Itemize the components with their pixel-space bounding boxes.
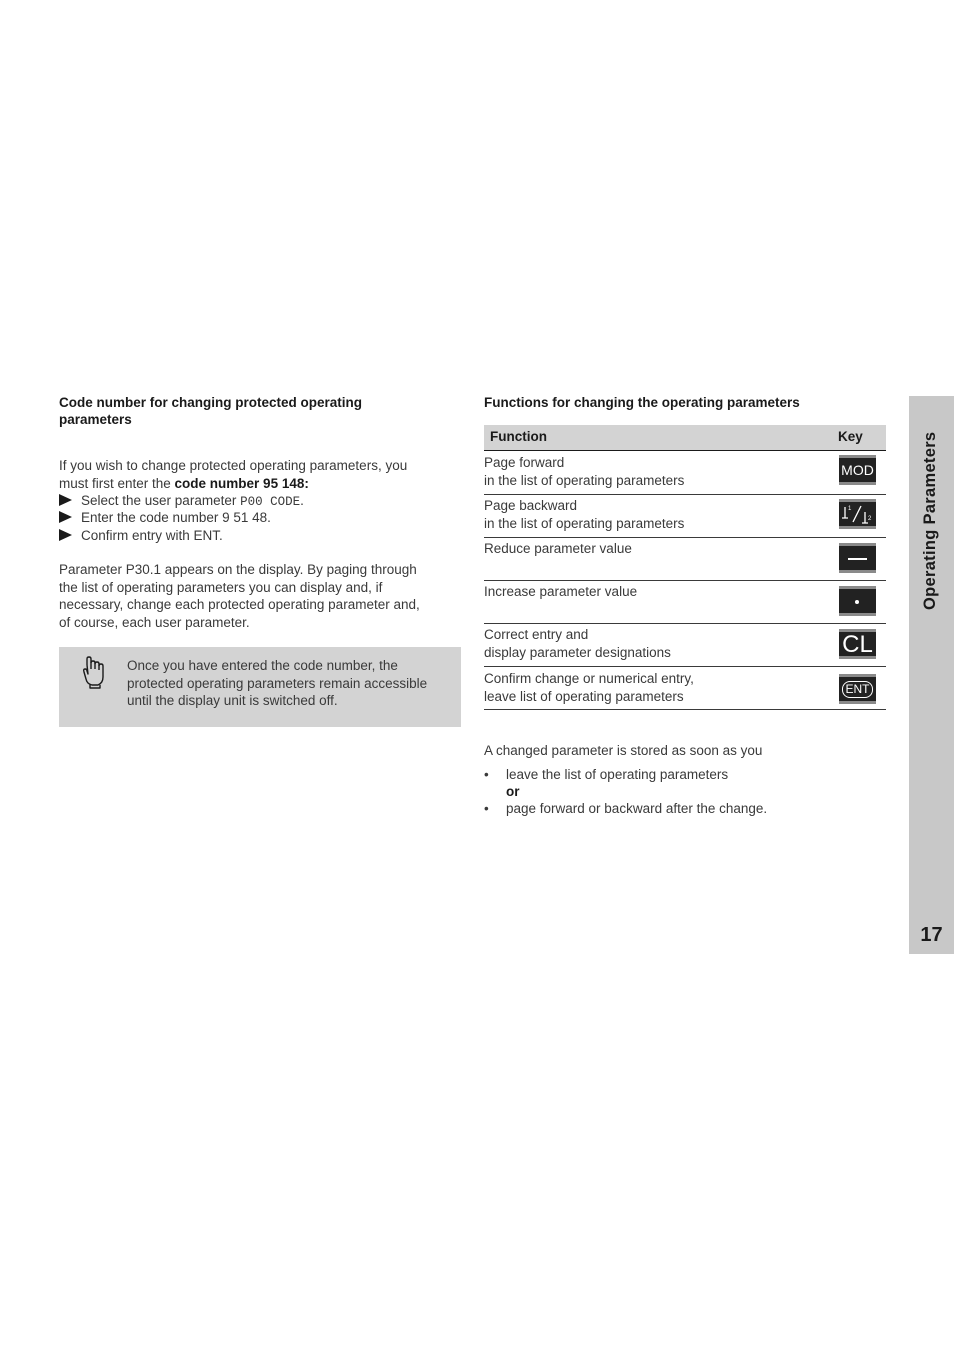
table-row xyxy=(484,451,886,495)
function-description: Correct entry and display parameter designations xyxy=(484,627,671,660)
step-item: Confirm entry with ENT. xyxy=(59,527,223,544)
svg-text:1: 1 xyxy=(848,506,852,512)
minus-icon xyxy=(848,558,867,560)
minus-key xyxy=(839,543,876,573)
table-row xyxy=(484,494,886,538)
dot-icon xyxy=(855,600,859,604)
bullet-icon: • xyxy=(484,801,489,816)
table-row xyxy=(484,666,886,710)
column-header-function: Function xyxy=(490,429,547,444)
list-item: • leave the list of operating parameters xyxy=(484,767,729,782)
table-header xyxy=(484,425,886,451)
arrow-right-icon xyxy=(59,494,72,506)
table-row xyxy=(484,537,886,581)
chapter-tab: Operating Parameters 17 xyxy=(909,396,954,954)
function-description: Page backward in the list of operating parameters xyxy=(484,498,685,531)
arrow-right-icon xyxy=(59,529,72,541)
function-description: Reduce parameter value xyxy=(484,541,632,556)
mod-key: MOD xyxy=(839,455,876,485)
or-label: or xyxy=(506,784,520,799)
page-number: 17 xyxy=(920,924,943,946)
ent-key-label: ENT xyxy=(842,681,873,698)
function-description: Increase parameter value xyxy=(484,584,638,599)
cl-key: CL xyxy=(839,629,876,659)
step-item: Select the user parameter P00 CODE. xyxy=(59,492,304,511)
half-key xyxy=(839,499,876,529)
decimal-point-key xyxy=(839,586,876,616)
table-row xyxy=(484,623,886,667)
table-row xyxy=(484,580,886,624)
step-item: Enter the code number 9 51 48. xyxy=(59,509,271,526)
half-icon xyxy=(839,502,876,526)
paging-paragraph: Parameter P30.1 appears on the display. By paging through the list of operating parameters you can display and, if necessary, change each protected operating parameter and, of course, each user parameter. xyxy=(59,562,420,630)
note-text: Once you have entered the code number, the protected operating parameters remain accessible until the display unit is switched off. xyxy=(127,658,428,708)
function-description: Confirm change or numerical entry, leave list of operating parameters xyxy=(484,671,694,704)
section-heading-functions: Functions for changing the operating parameters xyxy=(484,395,800,410)
code-number-emphasis: code number 95 148: xyxy=(174,475,309,491)
column-header-key: Key xyxy=(838,429,863,444)
ent-key xyxy=(839,674,876,704)
section-heading-code-number: Code number for changing protected operating parameters xyxy=(59,395,363,427)
bullet-icon: • xyxy=(484,767,489,782)
arrow-right-icon xyxy=(59,511,72,523)
pointing-hand-icon xyxy=(81,655,107,689)
note-box xyxy=(59,647,461,727)
stored-paragraph: A changed parameter is stored as soon as you xyxy=(484,743,763,758)
list-item: • page forward or backward after the change. xyxy=(484,801,768,816)
intro-paragraph: If you wish to change protected operating parameters, you must first enter the code number 95 148: xyxy=(59,458,408,491)
function-description: Page forward in the list of operating parameters xyxy=(484,455,685,488)
svg-text:2: 2 xyxy=(868,516,872,522)
